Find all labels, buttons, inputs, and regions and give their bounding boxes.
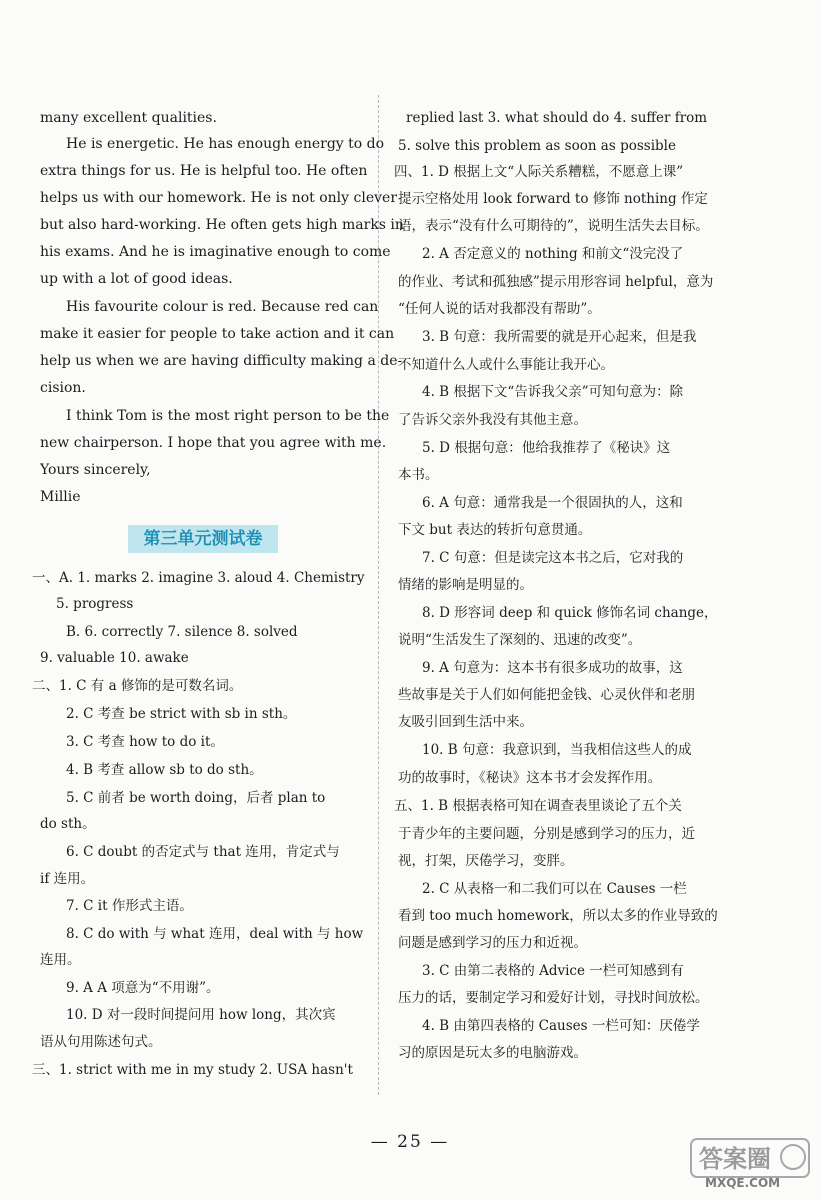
answer-line: 于青少年的主要问题，分别是感到学习的压力，近 — [398, 826, 695, 842]
text-line: His favourite colour is red. Because red can — [66, 299, 379, 315]
answer-line: 2. C 从表格一和二我们可以在 Causes 一栏 — [422, 881, 687, 897]
answer-line: 5. progress — [56, 596, 134, 612]
answer-line: 说明“生活发生了深刻的、迅速的改变”。 — [398, 632, 642, 648]
answer-line: 6. C doubt 的否定式与 that 连用，肯定式与 — [66, 844, 340, 860]
answer-line: 2. C 考查 be strict with sb in sth。 — [66, 706, 297, 722]
answer-line: 语，表示“没有什么可期待的”，说明生活失去目标。 — [398, 218, 709, 234]
answer-line: 9. A 句意为：这本书有很多成功的故事，这 — [422, 660, 683, 676]
answer-line: 问题是感到学习的压力和近视。 — [398, 935, 587, 951]
answer-line: do sth。 — [40, 816, 96, 832]
answer-line: 7. C it 作形式主语。 — [66, 898, 193, 914]
text-line: make it easier for people to take action and it can — [40, 326, 395, 342]
answer-line: 本书。 — [398, 467, 439, 483]
answer-line: 5. solve this problem as soon as possible — [398, 138, 676, 154]
answer-line: 情绪的影响是明显的。 — [398, 577, 533, 593]
answer-line: “任何人说的话对我都没有帮助”。 — [398, 301, 601, 317]
text-line: up with a lot of good ideas. — [40, 271, 233, 287]
answer-line: 2. A 否定意义的 nothing 和前文“没完没了 — [422, 246, 684, 262]
answer-line: 三、1. strict with me in my study 2. USA hasn't — [32, 1062, 353, 1078]
answer-line: 功的故事时，《秘诀》这本书才会发挥作用。 — [398, 770, 662, 786]
answer-line: 视，打架，厌倦学习，变胖。 — [398, 853, 574, 869]
answer-line: 3. C 由第二表格的 Advice 一栏可知感到有 — [422, 963, 684, 979]
answer-line: 4. B 考查 allow sb to do sth。 — [66, 762, 263, 778]
text-line: his exams. And he is imaginative enough to come — [40, 244, 391, 260]
answer-line: 压力的话，要制定学习和爱好计划，寻找时间放松。 — [398, 990, 709, 1006]
text-line: help us when we are having difficulty making a de- — [40, 353, 403, 369]
text-line: Yours sincerely, — [40, 462, 151, 478]
answer-line: 8. C do with 与 what 连用，deal with 与 how — [66, 926, 364, 942]
answer-line: 语从句用陈述句式。 — [40, 1034, 162, 1050]
answer-line: replied last 3. what should do 4. suffer from — [406, 110, 708, 126]
answer-line: 二、1. C 有 a 修饰的是可数名词。 — [32, 678, 243, 694]
answer-line: 4. B 根据下文“告诉我父亲”可知句意为：除 — [422, 384, 684, 400]
text-line: extra things for us. He is helpful too. He often — [40, 163, 368, 179]
answer-line: 些故事是关于人们如何能把金钱、心灵伙伴和老朋 — [398, 687, 695, 703]
answer-line: B. 6. correctly 7. silence 8. solved — [66, 624, 298, 640]
text-line: helps us with our homework. He is not only clever — [40, 190, 398, 206]
answer-line: 10. B 句意：我意识到，当我相信这些人的成 — [422, 742, 692, 758]
text-line: new chairperson. I hope that you agree with me. — [40, 435, 387, 451]
answer-line: 8. D 形容词 deep 和 quick 修饰名词 change， — [422, 605, 718, 621]
answer-line: 5. C 前者 be worth doing，后者 plan to — [66, 790, 326, 806]
answer-line: 四、1. D 根据上文“人际关系糟糕，不愿意上课” — [394, 164, 684, 180]
answer-line: 10. D 对一段时间提问用 how long，其次宾 — [66, 1007, 336, 1023]
answer-line: 3. C 考查 how to do it。 — [66, 734, 224, 750]
answer-line: 看到 too much homework，所以太多的作业导致的 — [398, 908, 718, 924]
answer-line: 五、1. B 根据表格可知在调查表里谈论了五个关 — [394, 798, 682, 814]
answer-line: 不知道什么人或什么事能让我开心。 — [398, 357, 614, 373]
page-number: — 25 — — [370, 1132, 450, 1152]
answer-line: 习的原因是玩太多的电脑游戏。 — [398, 1045, 587, 1061]
answer-line: 9. A A 项意为“不用谢”。 — [66, 980, 220, 996]
answer-line: 3. B 句意：我所需要的就是开心起来，但是我 — [422, 329, 697, 345]
text-line: but also hard-working. He often gets high marks in — [40, 217, 404, 233]
watermark-url: MXQE.COM — [705, 1176, 781, 1190]
answer-line: 下文 but 表达的转折句意贯通。 — [398, 522, 592, 538]
answer-line: 一、A. 1. marks 2. imagine 3. aloud 4. Chemistry — [32, 570, 365, 586]
answer-line: 的作业、考试和孤独感”提示用形容词 helpful，意为 — [398, 274, 714, 290]
text-line: many excellent qualities. — [40, 110, 217, 126]
watermark-text: 答案圈 — [699, 1145, 771, 1173]
text-line: cision. — [40, 380, 86, 396]
section-title: 第三单元测试卷 — [128, 525, 278, 553]
text-line: Millie — [40, 489, 81, 505]
answer-line: 7. C 句意：但是读完这本书之后，它对我的 — [422, 550, 684, 566]
answer-line: 提示空格处用 look forward to 修饰 nothing 作定 — [398, 191, 708, 207]
answer-line: 6. A 句意：通常我是一个很固执的人，这和 — [422, 495, 683, 511]
text-line: He is energetic. He has enough energy to do — [66, 136, 385, 152]
text-line: I think Tom is the most right person to be the — [66, 408, 390, 424]
answer-line: 连用。 — [40, 952, 81, 968]
answer-line: 9. valuable 10. awake — [40, 650, 189, 666]
answer-line: 了告诉父亲外我没有其他主意。 — [398, 412, 587, 428]
answer-line: 友吸引回到生活中来。 — [398, 714, 533, 730]
answer-line: 4. B 由第四表格的 Causes 一栏可知：厌倦学 — [422, 1018, 700, 1034]
answer-line: 5. D 根据句意：他给我推荐了《秘诀》这 — [422, 440, 671, 456]
answer-line: if 连用。 — [40, 871, 95, 887]
